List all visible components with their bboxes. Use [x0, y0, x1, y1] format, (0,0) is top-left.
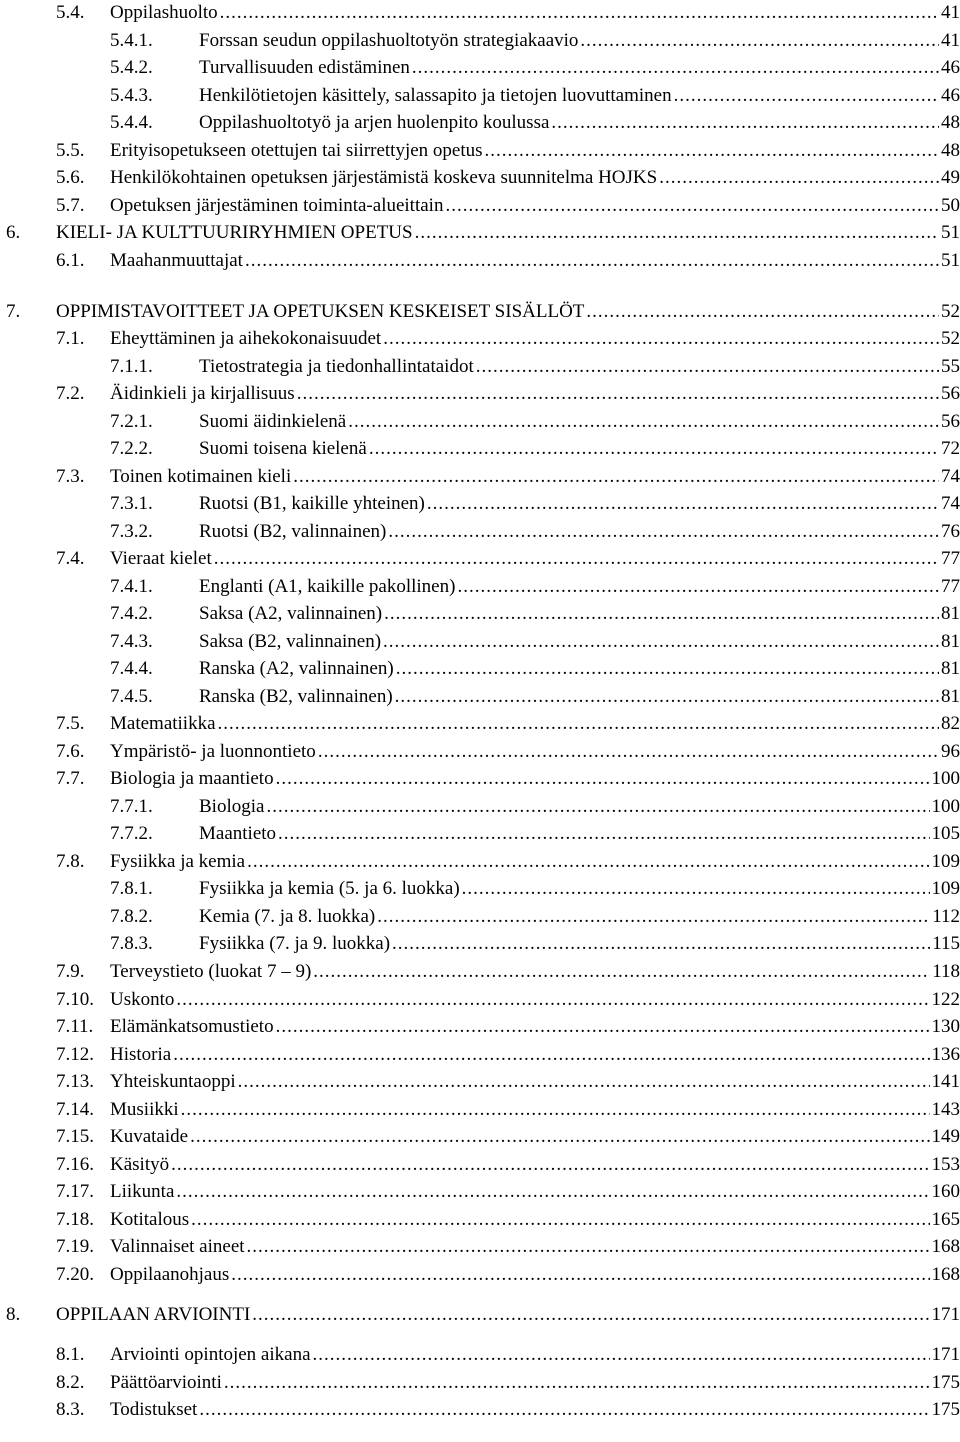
- dot-leader: [276, 767, 930, 791]
- toc-entry-number: 7.13.: [56, 1071, 94, 1092]
- toc-entry-page: 122: [931, 989, 960, 1010]
- toc-entry-title: Kemia (7. ja 8. luokka): [199, 906, 376, 927]
- toc-entry-page: 165: [931, 1209, 960, 1230]
- dot-leader: [220, 1, 939, 25]
- toc-entry-number: 7.4.5.: [110, 686, 153, 707]
- toc-entry-page: 96: [941, 741, 960, 762]
- toc-entry-page: 52: [941, 301, 960, 322]
- toc-entry-title: Vieraat kielet: [110, 548, 212, 569]
- toc-entry-number: 7.3.1.: [110, 493, 153, 514]
- toc-entry-title: OPPILAAN ARVIOINTI: [56, 1304, 251, 1325]
- toc-entry[interactable]: [56, 382, 960, 406]
- toc-entry-number: 7.11.: [56, 1016, 94, 1037]
- toc-entry-title: Henkilökohtainen opetuksen järjestämistä koskeva suunnitelma HOJKS: [110, 167, 658, 188]
- toc-entry[interactable]: [56, 1153, 960, 1177]
- toc-entry-number: 7.8.: [56, 851, 85, 872]
- toc-entry-number: 5.4.4.: [110, 112, 153, 133]
- toc-entry-number: 5.4.3.: [110, 85, 153, 106]
- toc-entry-title: Saksa (B2, valinnainen): [199, 631, 382, 652]
- dot-leader: [383, 630, 939, 654]
- toc-entry-page: 153: [931, 1154, 960, 1175]
- toc-entry-number: 7.: [6, 301, 21, 322]
- dot-leader: [266, 795, 929, 819]
- toc-entry-title: Forssan seudun oppilashuoltotyön strategiakaavio: [199, 30, 579, 51]
- toc-entry-page: 52: [941, 328, 960, 349]
- toc-entry-number: 7.12.: [56, 1044, 94, 1065]
- toc-entry-page: 136: [931, 1044, 960, 1065]
- toc-entry-title: Maantieto: [199, 823, 277, 844]
- toc-entry-title: Toinen kotimainen kieli: [110, 466, 292, 487]
- toc-entry[interactable]: [56, 1263, 960, 1287]
- dot-leader: [171, 1153, 929, 1177]
- dot-leader: [313, 960, 930, 984]
- dot-leader: [377, 905, 930, 929]
- dot-leader: [476, 355, 939, 379]
- toc-entry-number: 5.4.: [56, 2, 85, 23]
- toc-entry-page: 51: [941, 222, 960, 243]
- toc-entry[interactable]: [110, 56, 960, 80]
- toc-entry[interactable]: [56, 547, 960, 571]
- toc-entry-title: Todistukset: [110, 1399, 198, 1420]
- toc-entry-page: 41: [941, 30, 960, 51]
- toc-entry-number: 7.20.: [56, 1264, 94, 1285]
- toc-entry[interactable]: [56, 327, 960, 351]
- toc-entry-number: 7.10.: [56, 989, 94, 1010]
- toc-entry-number: 7.5.: [56, 713, 85, 734]
- toc-entry-page: 130: [931, 1016, 960, 1037]
- toc-entry[interactable]: [56, 249, 960, 273]
- toc-entry[interactable]: [110, 685, 960, 709]
- toc-entry-title: Päättöarviointi: [110, 1372, 222, 1393]
- dot-leader: [247, 1235, 930, 1259]
- toc-entry-title: Ranska (B2, valinnainen): [199, 686, 393, 707]
- dot-leader: [247, 850, 929, 874]
- dot-leader: [348, 410, 939, 434]
- dot-leader: [427, 492, 939, 516]
- toc-entry-page: 81: [941, 603, 960, 624]
- toc-entry-number: 7.7.2.: [110, 823, 153, 844]
- toc-entry[interactable]: [6, 221, 960, 245]
- toc-entry-title: Yhteiskuntaoppi: [110, 1071, 236, 1092]
- toc-entry-title: Fysiikka (7. ja 9. luokka): [199, 933, 391, 954]
- toc-entry[interactable]: [56, 850, 960, 874]
- toc-entry[interactable]: [110, 877, 960, 901]
- toc-entry-title: OPPIMISTAVOITTEET JA OPETUKSEN KESKEISET SISÄLLÖT: [56, 301, 585, 322]
- toc-entry-title: Ruotsi (B2, valinnainen): [199, 521, 387, 542]
- toc-entry[interactable]: [6, 300, 960, 324]
- toc-entry[interactable]: [110, 905, 960, 929]
- toc-entry-page: 72: [941, 438, 960, 459]
- toc-entry-page: 74: [941, 493, 960, 514]
- toc-entry-page: 81: [941, 658, 960, 679]
- toc-entry-number: 7.9.: [56, 961, 85, 982]
- dot-leader: [252, 1303, 929, 1327]
- dot-leader: [214, 547, 939, 571]
- toc-entry-page: 51: [941, 250, 960, 271]
- toc-entry-page: 76: [941, 521, 960, 542]
- toc-entry-title: Tietostrategia ja tiedonhallintataidot: [199, 356, 474, 377]
- toc-entry[interactable]: [56, 1398, 960, 1422]
- toc-entry-number: 7.4.3.: [110, 631, 153, 652]
- toc-entry[interactable]: [56, 465, 960, 489]
- toc-entry-title: Historia: [110, 1044, 172, 1065]
- toc-entry-number: 7.14.: [56, 1099, 94, 1120]
- toc-entry[interactable]: [110, 29, 960, 53]
- dot-leader: [396, 657, 939, 681]
- toc-entry[interactable]: [56, 1043, 960, 1067]
- toc-entry[interactable]: [56, 960, 960, 984]
- toc-entry[interactable]: [56, 740, 960, 764]
- toc-entry-page: 109: [931, 851, 960, 872]
- toc-entry-page: 100: [931, 768, 960, 789]
- toc-entry-page: 160: [931, 1181, 960, 1202]
- toc-entry-page: 41: [941, 2, 960, 23]
- toc-entry[interactable]: [56, 166, 960, 190]
- toc-entry[interactable]: [56, 1208, 960, 1232]
- toc-entry-number: 7.1.1.: [110, 356, 153, 377]
- toc-entry[interactable]: [110, 410, 960, 434]
- toc-entry-title: Biologia ja maantieto: [110, 768, 274, 789]
- toc-entry-title: Maahanmuuttajat: [110, 250, 243, 271]
- toc-entry-page: 46: [941, 57, 960, 78]
- toc-entry[interactable]: [56, 194, 960, 218]
- dot-leader: [173, 1043, 929, 1067]
- dot-leader: [659, 166, 939, 190]
- dot-leader: [191, 1208, 929, 1232]
- toc-entry[interactable]: [110, 630, 960, 654]
- toc-entry[interactable]: [56, 1098, 960, 1122]
- toc-entry-title: Ranska (A2, valinnainen): [199, 658, 394, 679]
- toc-entry-number: 7.7.1.: [110, 796, 153, 817]
- toc-entry-page: 168: [931, 1264, 960, 1285]
- toc-entry-number: 7.2.1.: [110, 411, 153, 432]
- toc-entry-title: Musiikki: [110, 1099, 179, 1120]
- dot-leader: [415, 221, 939, 245]
- toc-entry-page: 50: [941, 195, 960, 216]
- toc-entry-page: 109: [931, 878, 960, 899]
- toc-entry-page: 115: [932, 933, 960, 954]
- dot-leader: [384, 602, 939, 626]
- toc-entry-title: Kotitalous: [110, 1209, 190, 1230]
- toc-entry-number: 8.3.: [56, 1399, 85, 1420]
- toc-entry-number: 5.7.: [56, 195, 85, 216]
- toc-entry-number: 8.2.: [56, 1372, 85, 1393]
- toc-entry[interactable]: [110, 111, 960, 135]
- toc-entry-title: Matematiikka: [110, 713, 216, 734]
- toc-entry[interactable]: [110, 84, 960, 108]
- toc-entry-title: KIELI- JA KULTTUURIRYHMIEN OPETUS: [56, 222, 413, 243]
- toc-entry-title: Liikunta: [110, 1181, 175, 1202]
- toc-entry-title: Arviointi opintojen aikana: [110, 1344, 311, 1365]
- dot-leader: [231, 1263, 929, 1287]
- dot-leader: [457, 575, 939, 599]
- dot-leader: [580, 29, 939, 53]
- toc-entry-page: 81: [941, 686, 960, 707]
- dot-leader: [395, 685, 939, 709]
- toc-entry[interactable]: [56, 1235, 960, 1259]
- toc-entry-title: Fysiikka ja kemia (5. ja 6. luokka): [199, 878, 460, 899]
- toc-entry-title: Ruotsi (B1, kaikille yhteinen): [199, 493, 425, 514]
- toc-entry-page: 74: [941, 466, 960, 487]
- toc-entry-title: Ympäristö- ja luonnontieto: [110, 741, 316, 762]
- toc-entry-title: Oppilashuoltotyö ja arjen huolenpito koulussa: [199, 112, 550, 133]
- toc-entry-page: 143: [931, 1099, 960, 1120]
- toc-entry-page: 49: [941, 167, 960, 188]
- toc-entry-page: 171: [931, 1304, 960, 1325]
- toc-entry-title: Oppilaanohjaus: [110, 1264, 230, 1285]
- toc-entry-title: Terveystieto (luokat 7 – 9): [110, 961, 312, 982]
- dot-leader: [278, 822, 929, 846]
- dot-leader: [392, 932, 930, 956]
- toc-entry-number: 7.19.: [56, 1236, 94, 1257]
- dot-leader: [181, 1098, 930, 1122]
- dot-leader: [674, 84, 939, 108]
- toc-entry-title: Turvallisuuden edistäminen: [199, 57, 410, 78]
- toc-entry-page: 175: [931, 1399, 960, 1420]
- toc-entry[interactable]: [56, 1015, 960, 1039]
- toc-entry-number: 7.15.: [56, 1126, 94, 1147]
- toc-entry-page: 55: [941, 356, 960, 377]
- toc-entry[interactable]: [56, 1125, 960, 1149]
- toc-entry[interactable]: [56, 1343, 960, 1367]
- toc-entry-page: 46: [941, 85, 960, 106]
- toc-entry-number: 8.1.: [56, 1344, 85, 1365]
- dot-leader: [238, 1070, 930, 1094]
- toc-entry-title: Henkilötietojen käsittely, salassapito ja tietojen luovuttaminen: [199, 85, 672, 106]
- toc-entry-title: Opetuksen järjestäminen toiminta-alueittain: [110, 195, 444, 216]
- toc-entry-number: 7.3.: [56, 466, 85, 487]
- toc-entry-title: Uskonto: [110, 989, 175, 1010]
- toc-entry-page: 168: [931, 1236, 960, 1257]
- dot-leader: [224, 1371, 930, 1395]
- toc-entry-page: 82: [941, 713, 960, 734]
- toc-entry-page: 56: [941, 411, 960, 432]
- toc-entry-number: 7.8.2.: [110, 906, 153, 927]
- toc-entry[interactable]: [56, 988, 960, 1012]
- toc-entry-title: Valinnaiset aineet: [110, 1236, 245, 1257]
- toc-entry-title: Käsityö: [110, 1154, 170, 1175]
- toc-entry-number: 7.4.4.: [110, 658, 153, 679]
- toc-entry-number: 7.8.1.: [110, 878, 153, 899]
- toc-entry-title: Äidinkieli ja kirjallisuus: [110, 383, 295, 404]
- dot-leader: [388, 520, 939, 544]
- dot-leader: [276, 1015, 930, 1039]
- toc-entry[interactable]: [110, 520, 960, 544]
- toc-entry-title: Suomi toisena kielenä: [199, 438, 367, 459]
- toc-entry[interactable]: [56, 1, 960, 25]
- dot-leader: [245, 249, 939, 273]
- dot-leader: [218, 712, 939, 736]
- toc-entry[interactable]: [110, 795, 960, 819]
- toc-entry-title: Suomi äidinkielenä: [199, 411, 347, 432]
- toc-entry[interactable]: [56, 139, 960, 163]
- toc-entry-number: 7.2.: [56, 383, 85, 404]
- toc-entry-title: Kuvataide: [110, 1126, 189, 1147]
- toc-entry-page: 112: [932, 906, 960, 927]
- dot-leader: [485, 139, 939, 163]
- toc-entry-title: Erityisopetukseen otettujen tai siirrettyjen opetus: [110, 140, 483, 161]
- toc-entry-number: 7.1.: [56, 328, 85, 349]
- toc-entry-number: 7.6.: [56, 741, 85, 762]
- toc-entry-page: 175: [931, 1372, 960, 1393]
- toc-entry-page: 118: [932, 961, 960, 982]
- toc-entry-page: 48: [941, 112, 960, 133]
- toc-entry-number: 8.: [6, 1304, 21, 1325]
- dot-leader: [297, 382, 939, 406]
- toc-entry-page: 48: [941, 140, 960, 161]
- dot-leader: [551, 111, 939, 135]
- toc-entry-number: 7.7.: [56, 768, 85, 789]
- toc-entry-number: 6.: [6, 222, 21, 243]
- toc-entry-number: 7.4.1.: [110, 576, 153, 597]
- toc-entry-number: 7.4.2.: [110, 603, 153, 624]
- toc-entry-page: 100: [931, 796, 960, 817]
- toc-entry-page: 81: [941, 631, 960, 652]
- toc-entry-page: 77: [941, 548, 960, 569]
- toc-entry-title: Fysiikka ja kemia: [110, 851, 246, 872]
- toc-entry-number: 5.4.2.: [110, 57, 153, 78]
- toc-entry[interactable]: [110, 355, 960, 379]
- toc-entry[interactable]: [110, 932, 960, 956]
- dot-leader: [462, 877, 930, 901]
- toc-entry-number: 7.18.: [56, 1209, 94, 1230]
- dot-leader: [176, 988, 929, 1012]
- toc-entry[interactable]: [110, 822, 960, 846]
- toc-entry[interactable]: [56, 1070, 960, 1094]
- toc-entry-number: 5.4.1.: [110, 30, 153, 51]
- toc-entry-page: 56: [941, 383, 960, 404]
- dot-leader: [412, 56, 939, 80]
- toc-entry[interactable]: [110, 575, 960, 599]
- toc-entry-title: Saksa (A2, valinnainen): [199, 603, 383, 624]
- toc-entry-page: 77: [941, 576, 960, 597]
- toc-entry[interactable]: [110, 602, 960, 626]
- toc-entry-title: Elämänkatsomustieto: [110, 1016, 274, 1037]
- toc-entry-number: 7.16.: [56, 1154, 94, 1175]
- toc-entry-page: 171: [931, 1344, 960, 1365]
- toc-entry[interactable]: [110, 437, 960, 461]
- toc-entry-page: 105: [931, 823, 960, 844]
- toc-entry-number: 5.5.: [56, 140, 85, 161]
- dot-leader: [383, 327, 939, 351]
- toc-entry-number: 7.4.: [56, 548, 85, 569]
- toc-entry-number: 7.8.3.: [110, 933, 153, 954]
- toc-entry-number: 7.3.2.: [110, 521, 153, 542]
- toc-entry[interactable]: [110, 657, 960, 681]
- toc-entry-number: 6.1.: [56, 250, 85, 271]
- dot-leader: [176, 1180, 929, 1204]
- dot-leader: [199, 1398, 929, 1422]
- toc-entry-title: Englanti (A1, kaikille pakollinen): [199, 576, 456, 597]
- dot-leader: [190, 1125, 929, 1149]
- toc-entry[interactable]: [56, 1180, 960, 1204]
- toc-entry-number: 5.6.: [56, 167, 85, 188]
- dot-leader: [293, 465, 939, 489]
- toc-entry-title: Oppilashuolto: [110, 2, 218, 23]
- toc-entry[interactable]: [6, 1303, 960, 1327]
- toc-entry[interactable]: [56, 1371, 960, 1395]
- toc-entry[interactable]: [56, 712, 960, 736]
- toc-entry[interactable]: [110, 492, 960, 516]
- dot-leader: [445, 194, 939, 218]
- toc-entry[interactable]: [56, 767, 960, 791]
- toc-entry-number: 7.2.2.: [110, 438, 153, 459]
- toc-entry-page: 141: [931, 1071, 960, 1092]
- dot-leader: [313, 1343, 930, 1367]
- toc-entry-number: 7.17.: [56, 1181, 94, 1202]
- toc-entry-title: Biologia: [199, 796, 265, 817]
- toc-entry-page: 149: [931, 1126, 960, 1147]
- dot-leader: [586, 300, 939, 324]
- dot-leader: [318, 740, 939, 764]
- dot-leader: [369, 437, 939, 461]
- toc-entry-title: Eheyttäminen ja aihekokonaisuudet: [110, 328, 382, 349]
